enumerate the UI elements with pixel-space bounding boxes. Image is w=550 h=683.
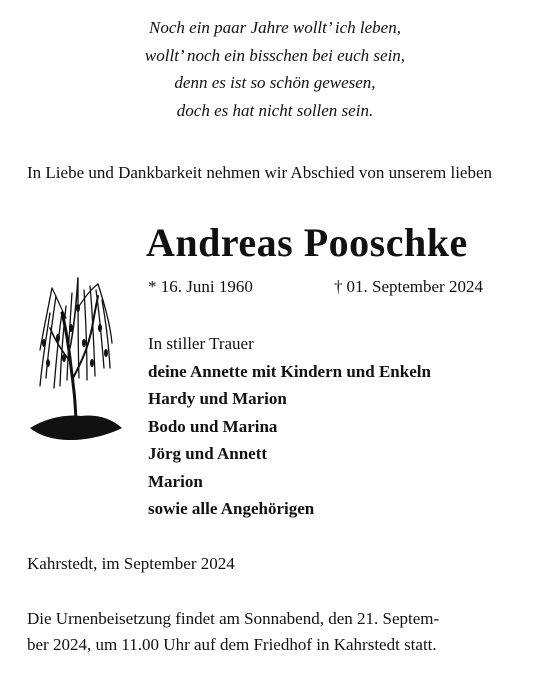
- poem-line: wollt’ noch ein bisschen bei euch sein,: [144, 45, 406, 65]
- death-date-line: [334, 275, 483, 299]
- mourner-name: Jörg und Annett: [148, 444, 268, 463]
- funeral-notice: [27, 606, 527, 658]
- mourners-intro: In stiller Trauer: [148, 334, 254, 353]
- poem-line: Noch ein paar Jahre wollt’ ich leben,: [149, 18, 401, 37]
- birth-date: * 16. Juni 1960: [148, 277, 253, 296]
- mourner-name: sowie alle Angehörigen: [148, 499, 315, 518]
- weeping-willow-icon: [26, 268, 126, 448]
- mourner-name: Marion: [148, 471, 203, 491]
- funeral-line: Die Urnenbeisetzung findet am Sonnabend, den 21. Septem-: [27, 609, 440, 628]
- funeral-line: ber 2024, um 11.00 Uhr auf dem Friedhof in Kahrstedt statt.: [27, 635, 437, 654]
- mourners-block: [148, 330, 431, 523]
- mourner-name: Hardy und Marion: [148, 389, 287, 408]
- mourner-name: deine Annette mit Kindern und Enkeln: [148, 361, 431, 381]
- dagger-icon: †: [334, 277, 343, 296]
- poem-line: doch es hat nicht sollen sein.: [176, 100, 374, 120]
- mourner-name: Bodo und Marina: [148, 416, 278, 436]
- place-date: Kahrstedt, im September 2024: [27, 554, 235, 573]
- deceased-name: Andreas Pooschke: [146, 220, 468, 265]
- farewell-intro: In Liebe und Dankbarkeit nehmen wir Abschied von unserem lieben: [27, 163, 493, 182]
- poem: [0, 14, 550, 124]
- death-date: 01. September 2024: [346, 277, 483, 296]
- poem-line: denn es ist so schön gewesen,: [174, 73, 376, 92]
